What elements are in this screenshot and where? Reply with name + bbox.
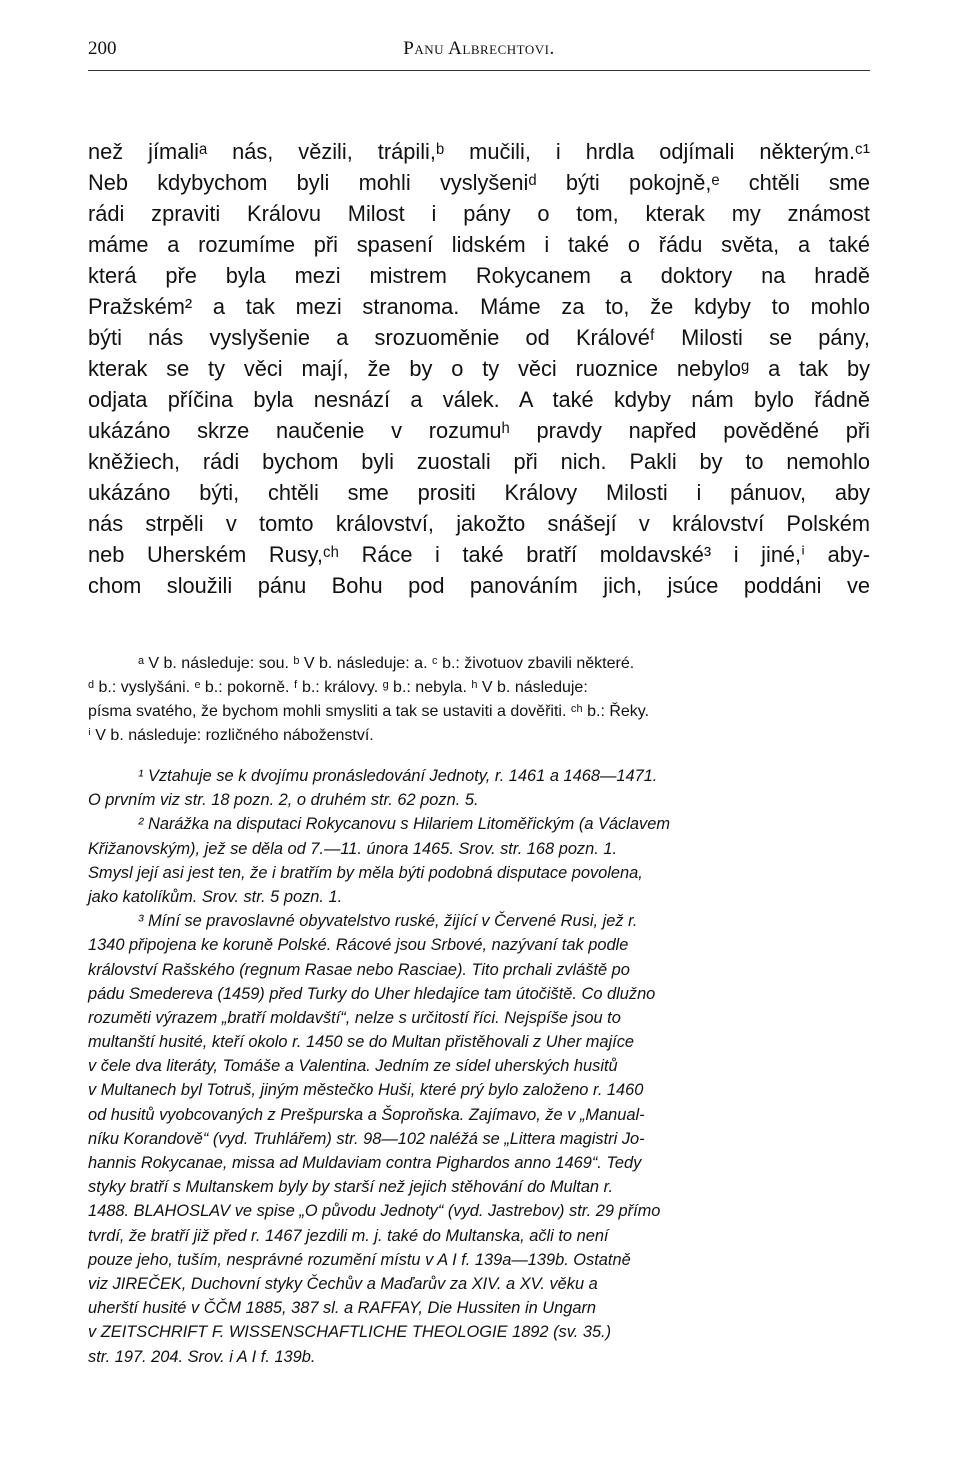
text-line: ukázáno skrze naučenie v rozumuʰ pravdy napřed pověděné při bbox=[88, 418, 870, 443]
text-line: ukázáno býti, chtěli sme prositi Královy Milosti i pánuov, aby bbox=[88, 480, 870, 505]
footnote-line: O prvním viz str. 18 pozn. 2, o druhém str. 62 pozn. 5. bbox=[88, 791, 479, 810]
text-line: odjata příčina byla nesnází a válek. A také kdyby nám bylo řádně bbox=[88, 387, 870, 412]
footnote-line: styky bratří s Multanskem byly by starší než jejich stěhování do Multan r. bbox=[88, 1178, 614, 1197]
footnotes bbox=[88, 764, 870, 1369]
text-line: neb Uherském Rusy,ᶜʰ Ráce i také bratří moldavské³ i jiné,ⁱ aby- bbox=[88, 542, 870, 567]
text-line: kterak se ty věci mají, že by o ty věci ruoznice nebyloᵍ a tak by bbox=[88, 356, 870, 381]
footnote-line: jako katolíkům. Srov. str. 5 pozn. 1. bbox=[88, 887, 343, 906]
text-line: nás strpěli v tomto království, jakožto snášejí v království Polském bbox=[88, 511, 870, 536]
footnote-line: multanští husité, kteří okolo r. 1450 se do Multan přistěhovali z Uher majíce bbox=[88, 1033, 635, 1052]
critical-apparatus bbox=[88, 652, 870, 748]
apparatus-line: ⁱ V b. následuje: rozličného náboženství. bbox=[88, 727, 374, 744]
footnote-line: tvrdí, že bratří již před r. 1467 jezdili m. j. také do Multanska, ačli to není bbox=[88, 1226, 609, 1245]
header-rule bbox=[88, 70, 870, 71]
main-text bbox=[88, 136, 870, 601]
footnote-line: níku Korandově“ (vyd. Truhlářem) str. 98—102 naléžá se „Littera magistri Jo- bbox=[88, 1129, 645, 1148]
text-line: býti nás vyslyšenie a srozuoměnie od Královéᶠ Milosti se pány, bbox=[88, 325, 870, 350]
apparatus-line: ᵃ V b. následuje: sou. ᵇ V b. následuje: a. ᶜ b.: životuov zbavili některé. bbox=[138, 655, 635, 672]
footnote-line: uherští husité v ČČM 1885, 387 sl. a RAFFAY, Die Hussiten in Ungarn bbox=[88, 1299, 597, 1318]
text-line: rádi zpraviti Královu Milost i pány o tom, kterak my známost bbox=[88, 201, 870, 226]
text-line: Neb kdybychom byli mohli vyslyšeniᵈ býti pokojně,ᵉ chtěli sme bbox=[88, 170, 870, 195]
footnote-line: hannis Rokycanae, missa ad Muldaviam contra Pighardos anno 1469“. Tedy bbox=[88, 1154, 642, 1172]
text-line: chom sloužili pánu Bohu pod panováním jich, jsúce poddáni ve bbox=[88, 573, 870, 598]
footnote-line: 1340 připojena ke koruně Polské. Rácové jsou Srbové, nazývaní tak podle bbox=[88, 936, 629, 955]
footnote-line: 1488. BLAHOSLAV ve spise „O původu Jednoty“ (vyd. Jastrebov) str. 29 přímo bbox=[88, 1202, 661, 1221]
footnote-line: v čele dva literáty, Tomáše a Valentina. Jedním ze sídel uherských husitů bbox=[88, 1057, 618, 1076]
footnote-line: ³ Míní se pravoslavné obyvatelstvo ruské, žijící v Červené Rusi, jež r. bbox=[138, 912, 638, 931]
text-line: Pražském² a tak mezi stranoma. Máme za to, že kdyby to mohlo bbox=[88, 294, 870, 319]
running-title: Panu Albrechtovi. bbox=[403, 38, 555, 59]
footnote-line: od husitů vyobcovaných z Prešpurska a Šoproňska. Zajímavo, že v „Manual- bbox=[88, 1105, 645, 1124]
footnote-line: pádu Smedereva (1459) před Turky do Uher hledajíce tam útočiště. Co dlužno bbox=[88, 984, 656, 1003]
text-line: než jímaliᵃ nás, vězili, trápili,ᵇ mučili, i hrdla odjímali některým.ᶜ¹ bbox=[88, 139, 870, 164]
footnote-line: rozuměti výrazem „bratří moldavští“, nelze s určitostí říci. Nejspíše jsou to bbox=[88, 1008, 621, 1027]
footnote-line: ² Narážka na disputaci Rokycanovu s Hilariem Litoměřickým (a Václavem bbox=[138, 815, 670, 834]
apparatus-line: písma svatého, že bychom mohli smysliti a tak se ustaviti a dověřiti. ᶜʰ b.: Řeky. bbox=[88, 703, 650, 720]
footnote-line: království Rašského (regnum Rasae nebo Rasciae). Tito prchali zvláště po bbox=[88, 960, 630, 979]
text-line: máme a rozumíme při spasení lidském i také o řádu světa, a také bbox=[88, 232, 870, 257]
apparatus-line: ᵈ b.: vyslyšáni. ᵉ b.: pokorně. ᶠ b.: královy. ᵍ b.: nebyla. ʰ V b. následuje: bbox=[88, 679, 588, 696]
footnote-line: Křižanovským), jež se děla od 7.—11. února 1465. Srov. str. 168 pozn. 1. bbox=[88, 839, 618, 858]
footnote-line: viz JIREČEK, Duchovní styky Čechův a Maďarův za XIV. a XV. věku a bbox=[88, 1274, 598, 1293]
footnote-line: v ZEITSCHRIFT F. WISSENSCHAFTLICHE THEOLOGIE 1892 (sv. 35.) bbox=[88, 1323, 612, 1342]
footnote-line: str. 197. 204. Srov. i A I f. 139b. bbox=[88, 1347, 316, 1366]
footnote-line: ¹ Vztahuje se k dvojímu pronásledování Jednoty, r. 1461 a 1468—1471. bbox=[138, 767, 658, 785]
text-line: kněžiech, rádi bychom byli zuostali při nich. Pakli by to nemohlo bbox=[88, 449, 870, 474]
footnote-line: v Multanech byl Totruš, jiným městečko Huši, které prý bylo založeno r. 1460 bbox=[88, 1081, 644, 1100]
page-header bbox=[88, 38, 870, 64]
footnote-line: pouze jeho, tuším, nesprávné rozumění místu v A I f. 139a—139b. Ostatně bbox=[88, 1250, 631, 1269]
text-line: která pře byla mezi mistrem Rokycanem a doktory na hradě bbox=[88, 263, 870, 288]
page-number: 200 bbox=[88, 38, 117, 59]
footnote-line: Smysl její asi jest ten, že i bratřím by měla býti podobná disputace povolena, bbox=[88, 863, 643, 882]
